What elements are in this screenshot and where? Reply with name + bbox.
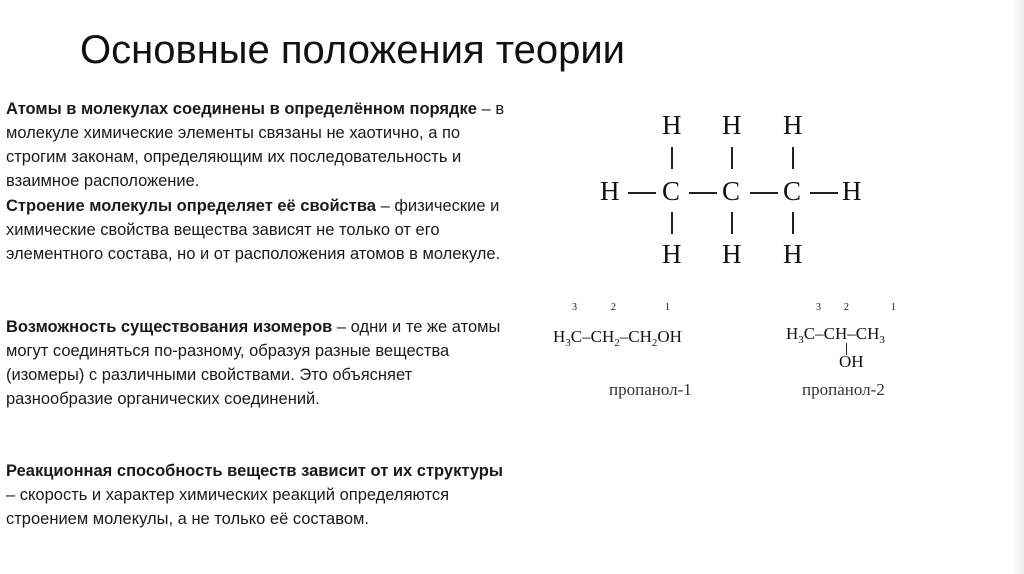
formula-part: C–CH–CH — [803, 324, 880, 343]
paragraph-3-text: – одни и те же атомы могут соединяться по-разному, образуя разные вещества (изомеры) с различными свойствами. Это объясняет разнообразие органических соединений. — [6, 318, 501, 408]
carbon-number: 1 — [891, 302, 896, 313]
formula-part: OH — [657, 327, 682, 346]
formula-part: –CH — [619, 327, 652, 346]
paragraph-2-bold: Строение молекулы определяет её свойства — [6, 197, 376, 215]
carbon-number: 2 — [844, 302, 849, 313]
bond-line — [731, 147, 733, 169]
atom-h: H — [783, 110, 803, 140]
formula-part: C–CH — [570, 327, 615, 346]
paragraph-1 — [6, 97, 516, 193]
atom-h: H — [662, 110, 682, 140]
atom-c: C — [722, 176, 741, 206]
formula-subscript: 3 — [798, 334, 804, 346]
formula-subscript: 3 — [565, 337, 571, 349]
carbon-number: 1 — [665, 302, 670, 313]
paragraph-4-text: – скорость и характер химических реакций определяются строением молекулы, а не только её составом. — [6, 486, 450, 528]
formula-subscript: 2 — [614, 337, 620, 349]
atom-h: H — [783, 239, 803, 269]
atom-h: H — [600, 176, 620, 206]
atom-c: C — [783, 176, 802, 206]
slide-title: Основные положения теории — [80, 28, 626, 72]
paragraph-2-text: – физические и химические свойства вещества зависят не только от его элементного состава, но и от расположения атомов в молекуле. — [6, 197, 501, 263]
atom-c: C — [662, 176, 681, 206]
bond-line — [810, 192, 838, 194]
paragraph-1-text: – в молекуле химические элементы связаны не хаотично, а по строгим законам, определяющим их последовательность и взаимное расположение. — [6, 100, 505, 190]
paragraph-3 — [6, 315, 516, 411]
paragraph-4-bold: Реакционная способность веществ зависит от их структуры — [6, 462, 503, 480]
slide-edge-shadow — [1012, 0, 1024, 574]
bond-line — [628, 192, 656, 194]
bond-line — [792, 147, 794, 169]
bond-line — [792, 212, 794, 234]
bond-line — [731, 212, 733, 234]
isomer-propanol-1 — [553, 300, 753, 410]
paragraph-2 — [6, 194, 516, 266]
bond-line — [689, 192, 717, 194]
formula-subscript: 3 — [879, 334, 885, 346]
isomer-name: пропанол-2 — [802, 380, 885, 399]
atom-h: H — [722, 110, 742, 140]
atom-h: H — [662, 239, 682, 269]
isomer-propanol-2 — [786, 300, 936, 410]
formula-subscript: 2 — [651, 337, 658, 349]
atom-h: H — [842, 176, 862, 206]
formula-propanol-1 — [553, 327, 682, 353]
paragraph-3-bold: Возможность существования изомеров — [6, 318, 333, 336]
bond-line — [750, 192, 778, 194]
bond-line — [671, 147, 673, 169]
carbon-number: 3 — [816, 302, 821, 313]
formula-part: H — [553, 327, 566, 346]
carbon-number: 2 — [611, 302, 616, 313]
paragraph-1-bold: Атомы в молекулах соединены в определённом порядке — [6, 100, 477, 118]
atom-h: H — [722, 239, 742, 269]
isomer-name: пропанол-1 — [609, 380, 692, 399]
formula-propanol-2 — [786, 324, 885, 350]
formula-part: H — [786, 324, 799, 343]
paragraph-4 — [6, 459, 516, 531]
propane-structural-formula — [592, 112, 872, 272]
bond-line — [671, 212, 673, 234]
carbon-number: 3 — [572, 302, 577, 313]
hydroxyl-branch: OH — [839, 352, 864, 371]
